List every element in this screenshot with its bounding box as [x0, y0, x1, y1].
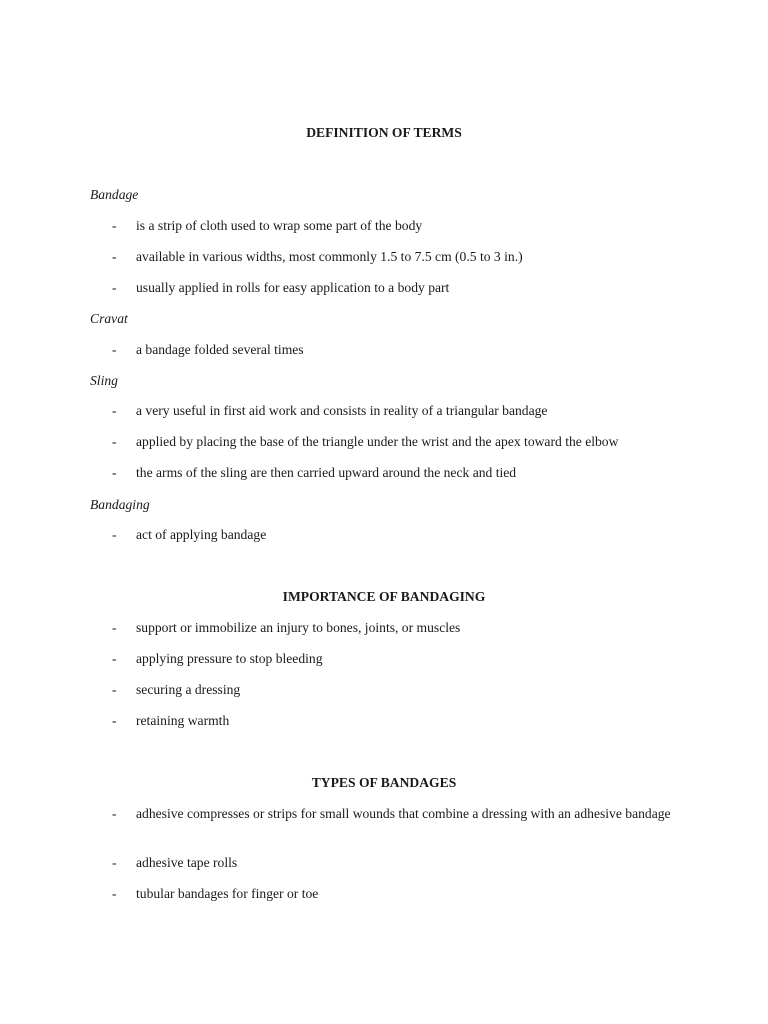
bullet-dash: -	[112, 527, 117, 542]
list-item-text: available in various widths, most commonly 1.5 to 7.5 cm (0.5 to 3 in.)	[136, 249, 523, 264]
list-item-text: the arms of the sling are then carried upward around the neck and tied	[136, 465, 517, 480]
bullet-dash: -	[112, 620, 117, 635]
bullet-dash: -	[112, 249, 117, 264]
term-bandaging: Bandaging	[90, 497, 150, 512]
list-item-text: tubular bandages for finger or toe	[136, 886, 319, 901]
bullet-dash: -	[112, 280, 117, 295]
list-item-text: securing a dressing	[136, 682, 241, 697]
section-heading-types-of-bandages: TYPES OF BANDAGES	[311, 775, 457, 790]
section-heading-importance-of-bandaging: IMPORTANCE OF BANDAGING	[282, 589, 486, 604]
section-heading-definition-of-terms: DEFINITION OF TERMS	[306, 125, 462, 140]
list-item-text: act of applying bandage	[136, 527, 267, 542]
list-item-text: applying pressure to stop bleeding	[136, 651, 323, 666]
bullet-dash: -	[112, 713, 117, 728]
bullet-dash: -	[112, 342, 117, 357]
bullet-dash: -	[112, 403, 117, 418]
term-cravat: Cravat	[90, 311, 128, 326]
bullet-dash: -	[112, 465, 117, 480]
list-item-text: a bandage folded several times	[136, 342, 304, 357]
bullet-dash: -	[112, 806, 117, 821]
list-item-text: a very useful in first aid work and consists in reality of a triangular bandage	[136, 403, 548, 418]
list-item-text: adhesive tape rolls	[136, 855, 238, 870]
bullet-dash: -	[112, 434, 117, 449]
bullet-dash: -	[112, 651, 117, 666]
list-item-text: adhesive compresses or strips for small wounds that combine a dressing with an adhesive bandage	[136, 806, 671, 821]
term-sling: Sling	[90, 373, 118, 388]
list-item-text: support or immobilize an injury to bones, joints, or muscles	[136, 620, 461, 635]
list-item-text: usually applied in rolls for easy application to a body part	[136, 280, 450, 295]
list-item-text: retaining warmth	[136, 713, 230, 728]
bullet-dash: -	[112, 218, 117, 233]
bullet-dash: -	[112, 682, 117, 697]
list-item-text: applied by placing the base of the triangle under the wrist and the apex toward the elbow	[136, 434, 619, 449]
bullet-dash: -	[112, 886, 117, 901]
term-bandage: Bandage	[90, 187, 139, 202]
list-item-text: is a strip of cloth used to wrap some part of the body	[136, 218, 423, 233]
bullet-dash: -	[112, 855, 117, 870]
